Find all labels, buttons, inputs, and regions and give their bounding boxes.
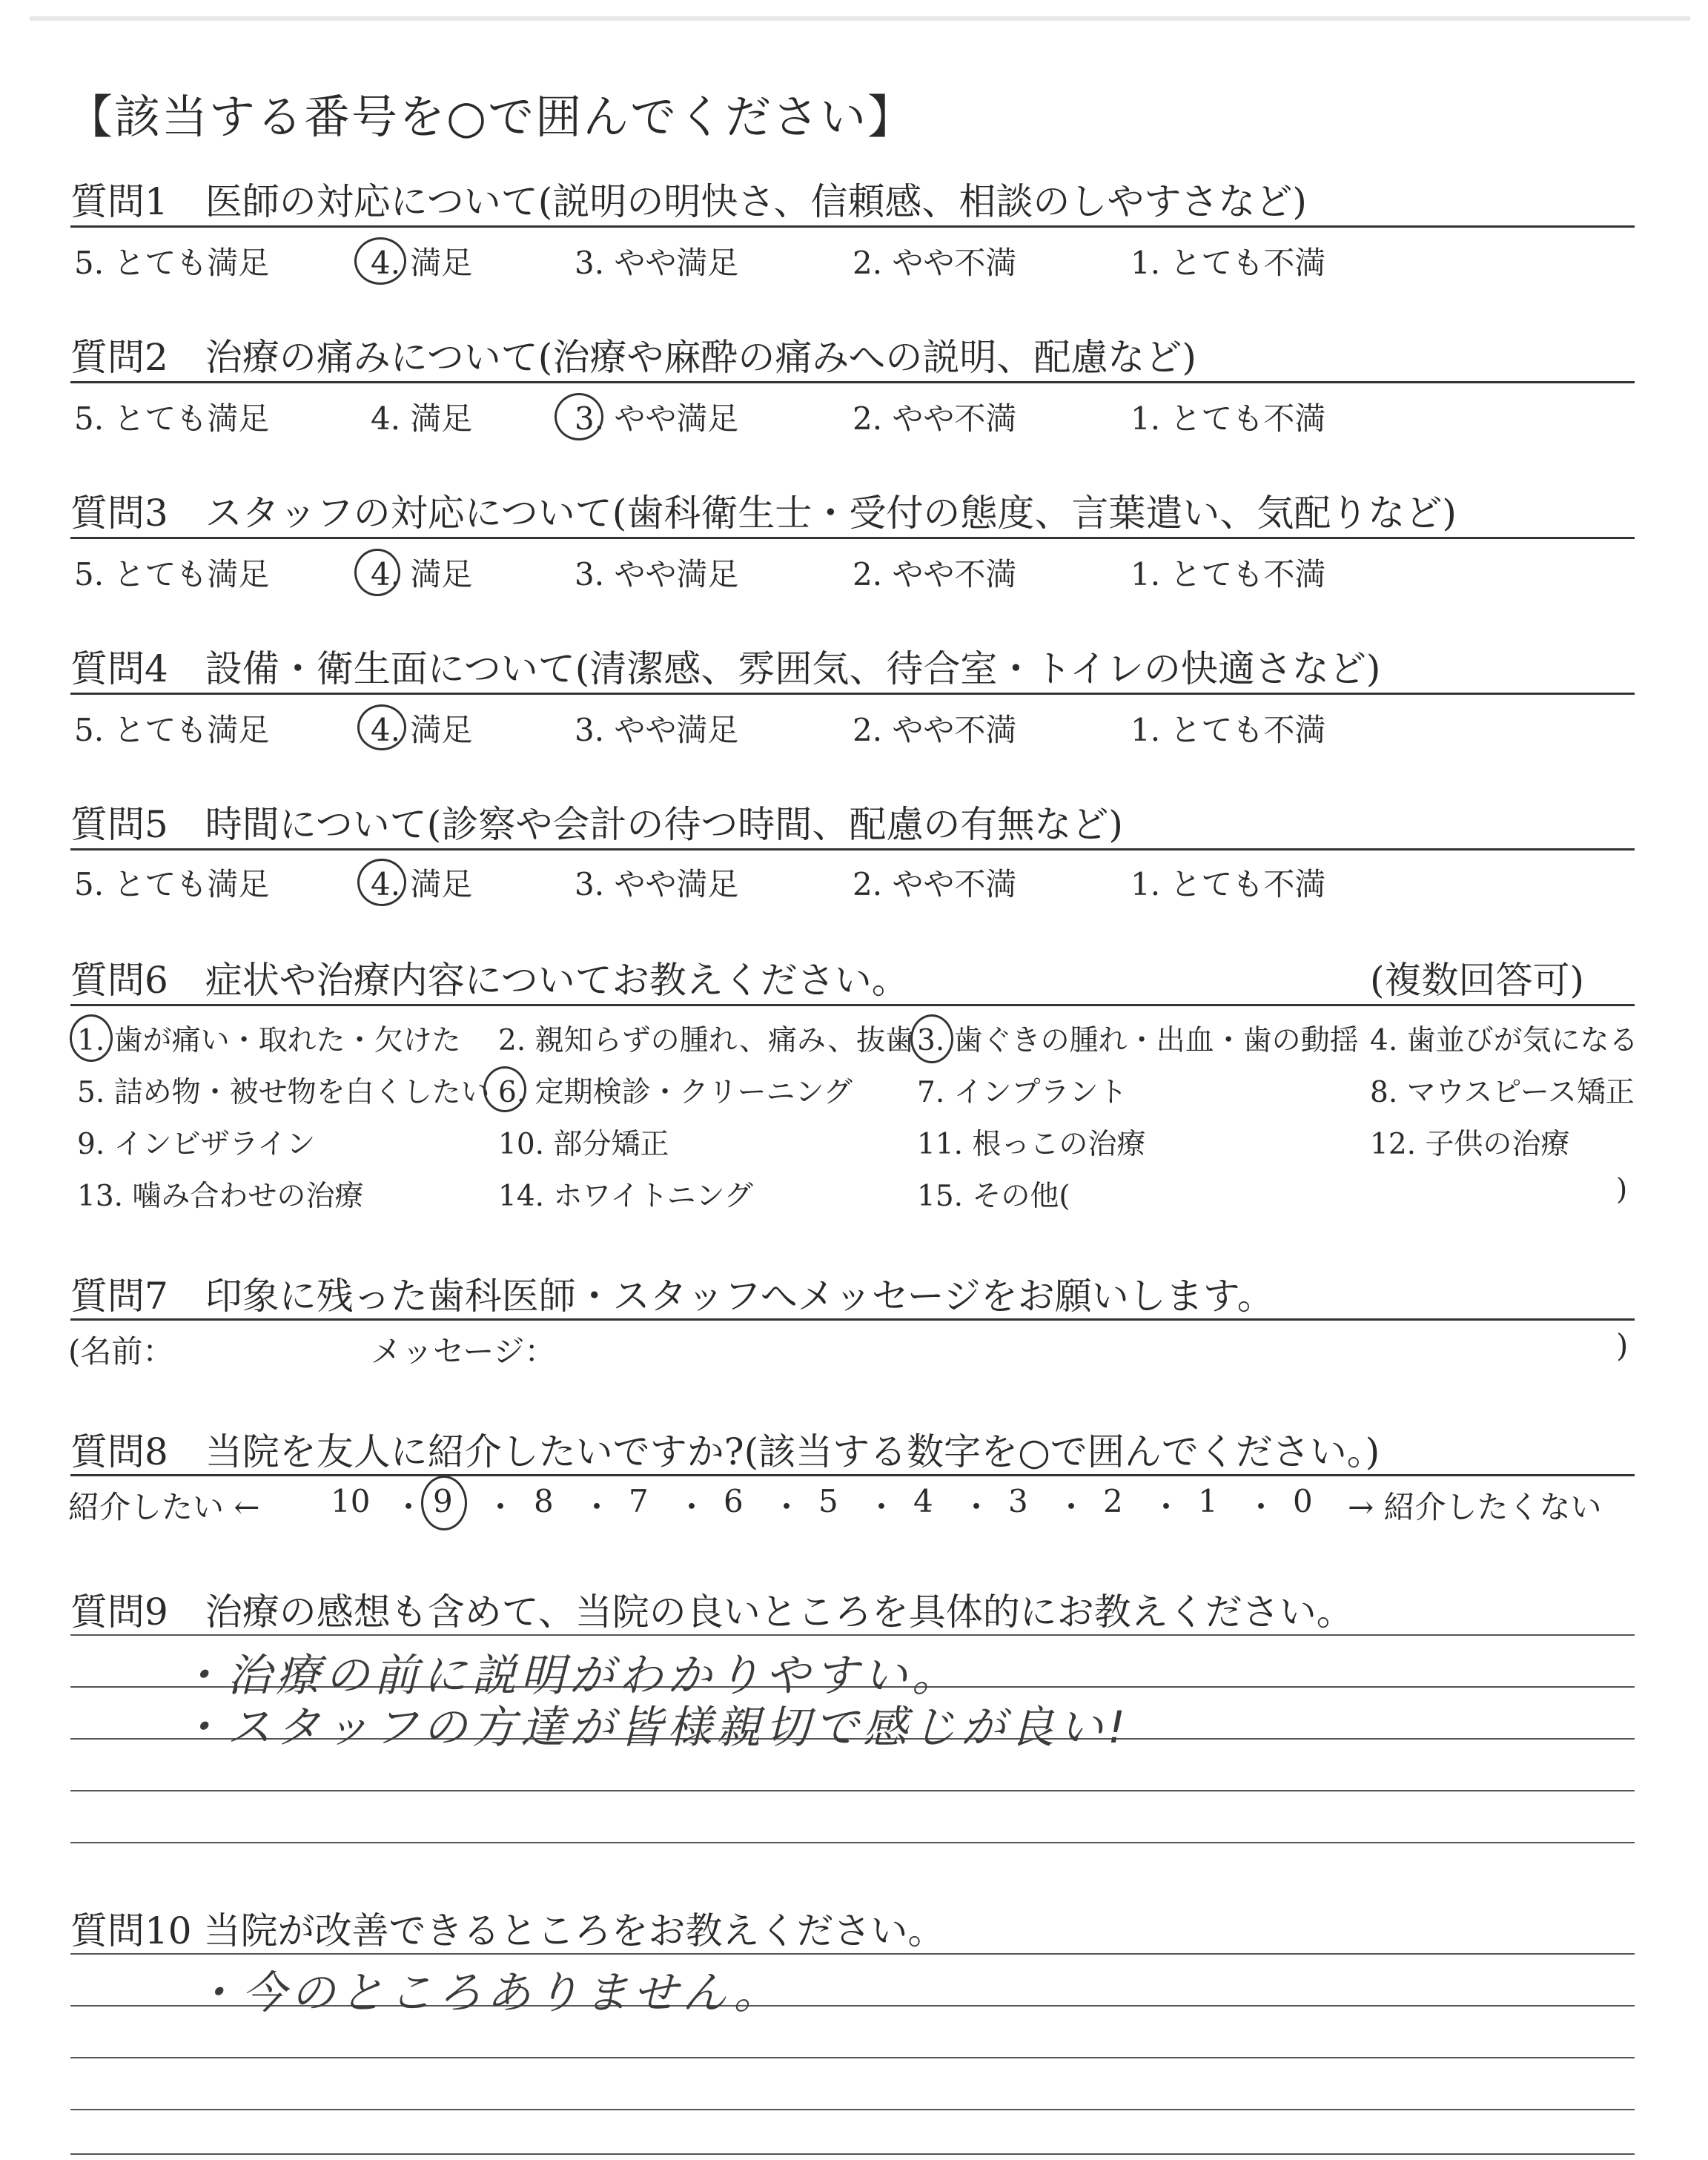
q3-selected-circle <box>354 549 400 596</box>
q4-selected-circle <box>357 704 406 750</box>
q1-option-4[interactable]: 4. 満足 <box>371 245 473 281</box>
q10-line-1 <box>70 1953 1635 1955</box>
q6-option-14[interactable]: 14. ホワイトニング <box>498 1180 753 1213</box>
q3-option-4[interactable]: 4. 満足 <box>371 556 473 592</box>
q8-scale-5[interactable]: 5 <box>818 1483 838 1519</box>
q8-title: 質問8 当院を友人に紹介したいですか?(該当する数字を○で囲んでください。) <box>70 1430 1380 1473</box>
q3-option-5[interactable]: 5. とても満足 <box>74 556 270 592</box>
q3-option-1[interactable]: 1. とても不満 <box>1131 556 1326 592</box>
q9-answer-2: ・スタッフの方達が皆様親切で感じが良い! <box>178 1702 1131 1754</box>
q4-option-5[interactable]: 5. とても満足 <box>74 712 270 748</box>
q8-selected-circle <box>421 1476 467 1530</box>
q8-dot: ・ <box>771 1489 803 1525</box>
q2-selected-circle <box>555 393 603 440</box>
q9-line-4 <box>70 1790 1635 1791</box>
q9-title: 質問9 治療の感想も含めて、当院の良いところを具体的にお教えください。 <box>70 1591 1354 1634</box>
q2-option-1[interactable]: 1. とても不満 <box>1131 400 1326 437</box>
q9-line-1 <box>70 1634 1635 1636</box>
q1-option-3[interactable]: 3. やや満足 <box>575 245 739 281</box>
q8-dot: ・ <box>1245 1489 1277 1525</box>
q6-option-5[interactable]: 5. 詰め物・被せ物を白くしたい <box>77 1076 490 1109</box>
q1-option-5[interactable]: 5. とても満足 <box>74 245 270 281</box>
q8-scale-7[interactable]: 7 <box>629 1483 649 1519</box>
q8-scale-10[interactable]: 10 <box>331 1483 371 1519</box>
q6-option-7[interactable]: 7. インプラント <box>917 1076 1128 1109</box>
q2-option-2[interactable]: 2. やや不満 <box>853 400 1017 437</box>
q3-rule <box>70 537 1635 539</box>
q6-option-10[interactable]: 10. 部分矯正 <box>498 1128 669 1161</box>
q3-option-3[interactable]: 3. やや満足 <box>575 556 739 592</box>
q10-line-3 <box>70 2057 1635 2058</box>
q6-rule <box>70 1004 1635 1006</box>
q4-option-2[interactable]: 2. やや不満 <box>853 712 1017 748</box>
q9-answer-1: ・治療の前に説明がわかりやすい。 <box>178 1650 961 1702</box>
q6-option-12[interactable]: 12. 子供の治療 <box>1370 1128 1570 1161</box>
q4-option-1[interactable]: 1. とても不満 <box>1131 712 1326 748</box>
q8-left-label: 紹介したい ← <box>68 1489 260 1525</box>
q2-title: 質問2 治療の痛みについて(治療や麻酔の痛みへの説明、配慮など) <box>70 336 1196 379</box>
q5-title: 質問5 時間について(診察や会計の待つ時間、配慮の有無など) <box>70 803 1123 846</box>
q6-option-2[interactable]: 2. 親知らずの腫れ、痛み、抜歯 <box>498 1024 915 1057</box>
q8-scale-3[interactable]: 3 <box>1008 1483 1028 1519</box>
q6-option-1[interactable]: 1. 歯が痛い・取れた・欠けた <box>77 1024 461 1057</box>
q8-dot: ・ <box>581 1489 613 1525</box>
q6-selected-circle-3 <box>910 1014 953 1063</box>
q5-option-5[interactable]: 5. とても満足 <box>74 866 270 902</box>
q8-rule <box>70 1474 1635 1476</box>
q8-scale-2[interactable]: 2 <box>1103 1483 1123 1519</box>
q8-dot: ・ <box>1151 1489 1182 1525</box>
q6-option-4[interactable]: 4. 歯並びが気になる <box>1370 1024 1638 1057</box>
q7-close: ) <box>1616 1327 1629 1364</box>
q6-option-8[interactable]: 8. マウスピース矯正 <box>1370 1076 1635 1109</box>
scan-top-edge <box>30 16 1690 21</box>
q6-option-6[interactable]: 6. 定期検診・クリーニング <box>498 1076 853 1109</box>
q4-option-4[interactable]: 4. 満足 <box>371 712 473 748</box>
q8-dot: ・ <box>1056 1489 1088 1525</box>
q8-dot: ・ <box>485 1489 517 1525</box>
q6-note: (複数回答可) <box>1370 959 1585 1002</box>
q4-title: 質問4 設備・衛生面について(清潔感、雰囲気、待合室・トイレの快適さなど) <box>70 647 1381 690</box>
q8-scale-6[interactable]: 6 <box>724 1483 744 1519</box>
q6-option-15[interactable]: 15. その他( <box>917 1180 1070 1213</box>
q4-rule <box>70 693 1635 695</box>
q1-option-2[interactable]: 2. やや不満 <box>853 245 1017 281</box>
q7-title: 質問7 印象に残った歯科医師・スタッフへメッセージをお願いします。 <box>70 1275 1274 1318</box>
q8-scale-8[interactable]: 8 <box>534 1483 554 1519</box>
q3-option-2[interactable]: 2. やや不満 <box>853 556 1017 592</box>
q7-message-label: メッセージ： <box>371 1333 556 1370</box>
q8-dot: ・ <box>393 1489 425 1525</box>
q6-option-15-close: ) <box>1616 1173 1628 1206</box>
q2-option-4[interactable]: 4. 満足 <box>371 400 473 437</box>
q2-rule <box>70 381 1635 383</box>
q1-option-1[interactable]: 1. とても不満 <box>1131 245 1326 281</box>
q8-dot: ・ <box>676 1489 708 1525</box>
q1-selected-circle <box>354 237 406 285</box>
q8-dot: ・ <box>866 1489 898 1525</box>
q5-selected-circle <box>357 859 406 906</box>
q6-selected-circle-1 <box>70 1014 113 1062</box>
q6-option-9[interactable]: 9. インビザライン <box>77 1128 316 1161</box>
q2-option-3[interactable]: 3. やや満足 <box>575 400 739 437</box>
q1-rule <box>70 225 1635 228</box>
q6-option-13[interactable]: 13. 噛み合わせの治療 <box>77 1180 364 1213</box>
q5-rule <box>70 848 1635 851</box>
q5-option-3[interactable]: 3. やや満足 <box>575 866 739 902</box>
q8-right-label: → 紹介したくない <box>1348 1489 1602 1525</box>
q3-title: 質問3 スタッフの対応について(歯科衛生士・受付の態度、言葉遣い、気配りなど) <box>70 492 1457 535</box>
q8-scale-4[interactable]: 4 <box>913 1483 933 1519</box>
q9-line-5 <box>70 1842 1635 1843</box>
q7-name-label: (名前： <box>68 1333 174 1370</box>
q10-line-4 <box>70 2109 1635 2110</box>
q10-title: 質問10 当院が改善できるところをお教えください。 <box>70 1909 945 1952</box>
q4-option-3[interactable]: 3. やや満足 <box>575 712 739 748</box>
q8-dot: ・ <box>961 1489 993 1525</box>
q10-answer-1: ・今のところありません。 <box>193 1967 783 2019</box>
q7-rule <box>70 1318 1635 1321</box>
q1-title: 質問1 医師の対応について(説明の明快さ、信頼感、相談のしやすさなど) <box>70 180 1307 223</box>
q8-scale-1[interactable]: 1 <box>1198 1483 1218 1519</box>
q6-option-3[interactable]: 3. 歯ぐきの腫れ・出血・歯の動揺 <box>917 1024 1359 1057</box>
q5-option-1[interactable]: 1. とても不満 <box>1131 866 1326 902</box>
q8-scale-9[interactable]: 9 <box>433 1483 453 1519</box>
q5-option-4[interactable]: 4. 満足 <box>371 866 473 902</box>
q6-title: 質問6 症状や治療内容についてお教えください。 <box>70 959 909 1002</box>
q5-option-2[interactable]: 2. やや不満 <box>853 866 1017 902</box>
q6-selected-circle-6 <box>483 1066 526 1112</box>
q10-line-5 <box>70 2153 1635 2155</box>
q8-scale-0[interactable]: 0 <box>1293 1483 1313 1519</box>
page-title: 【該当する番号を○で囲んでください】 <box>67 90 916 144</box>
q2-option-5[interactable]: 5. とても満足 <box>74 400 270 437</box>
q6-option-11[interactable]: 11. 根っこの治療 <box>917 1128 1146 1161</box>
